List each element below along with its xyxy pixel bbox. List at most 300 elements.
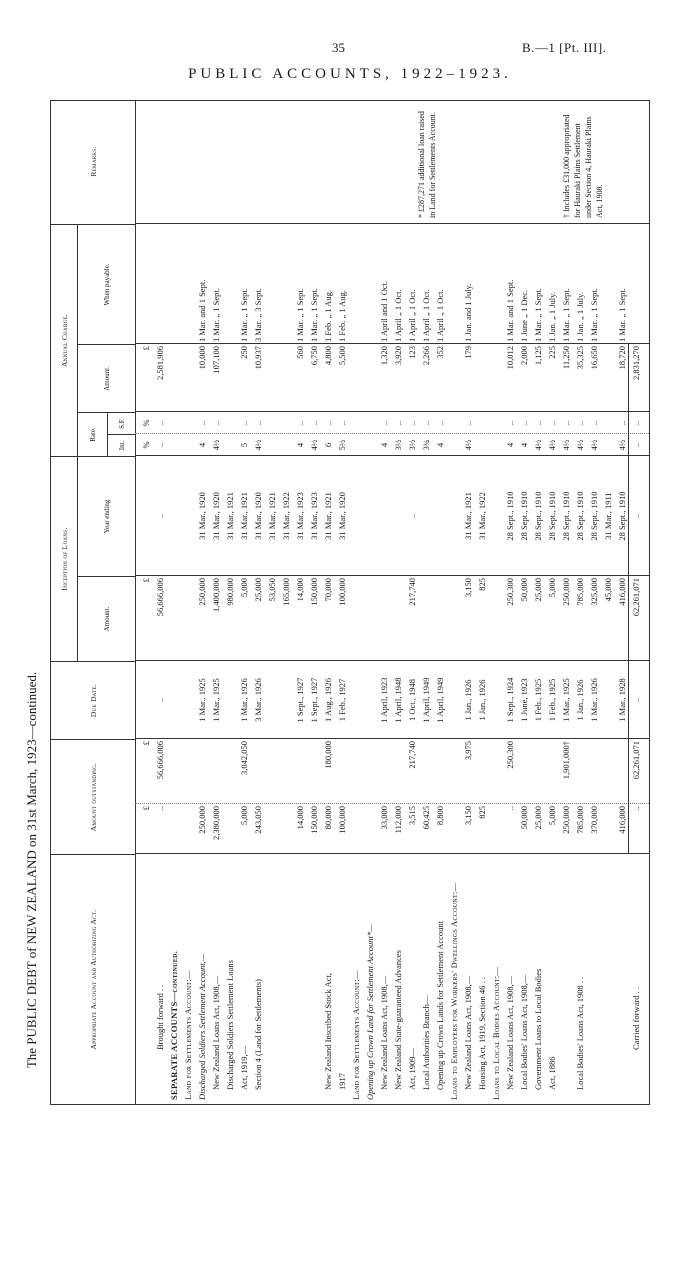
cell-year [181, 458, 195, 574]
cell-payable [489, 226, 503, 342]
col-due-date-header: Due Date. [51, 661, 135, 739]
cell-inc-amount: 217,740 [407, 578, 417, 606]
cell-year: 31 Mar., 1923 [309, 492, 319, 540]
cell-outstanding-a: .. [505, 806, 515, 811]
cell-year: 31 Mar., 1920 [211, 492, 221, 540]
cell-sf [447, 413, 461, 433]
cell-payable: 1 Mar. „ 1 Sept. [295, 288, 305, 342]
cell-sf: .. [631, 420, 641, 426]
cell-year: 28 Sept., 1910 [505, 491, 515, 541]
cell-payable: 1 Mar. „ 1 Sept. [211, 288, 221, 342]
table-row [237, 101, 251, 1104]
cell-inc-amount: 25,000 [533, 578, 543, 602]
cell-sf: .. [393, 420, 403, 426]
cell-outstanding-b: 3,975 [463, 741, 473, 761]
table-row [223, 101, 237, 1104]
cell-int: 3½ [393, 439, 403, 451]
cell-sf: .. [519, 420, 529, 426]
table-row [629, 101, 643, 1104]
cell-amount: 2,266 [421, 346, 431, 366]
table-row [587, 101, 601, 1104]
cell-outstanding-a [601, 806, 615, 852]
cell-int: 4 [379, 442, 389, 448]
table-row [293, 101, 307, 1104]
cell-payable [363, 226, 377, 342]
cell-payable [265, 226, 279, 342]
cell-amount: 352 [435, 346, 445, 359]
cell-due: 1 Aug., 1926 [323, 678, 333, 722]
cell-payable [167, 226, 181, 342]
cell-int: 3½ [407, 439, 417, 451]
cell-inc-amount [181, 578, 195, 659]
cell-outstanding-a: 3,515 [407, 806, 417, 826]
cell-int [601, 435, 615, 455]
debt-table-wrapper [50, 100, 650, 1105]
cell-act: Act, 1886 [547, 1056, 557, 1090]
cell-act: Act, 1919,— [239, 1045, 249, 1090]
cell-amount [349, 346, 363, 410]
table-row [335, 101, 349, 1104]
cell-sf [363, 413, 377, 433]
cell-inc-amount: 5,000 [239, 578, 249, 598]
cell-act: New Zealand Loans Act, 1908,— [463, 975, 473, 1090]
cell-sf: .. [379, 420, 389, 426]
cell-inc-amount: 25,000 [253, 578, 263, 602]
cell-int [167, 435, 181, 455]
cell-outstanding-b [489, 741, 503, 802]
cell-amount: 2,581,906 [155, 346, 165, 380]
cell-amount: 2,831,270 [631, 346, 641, 380]
cell-amount: 1,125 [533, 346, 543, 366]
cell-outstanding-a [223, 806, 237, 852]
cell-int [447, 435, 461, 455]
cell-sf: .. [505, 420, 515, 426]
cell-int: 5½ [337, 439, 347, 451]
cell-year: 31 Mar., 1920 [337, 492, 347, 540]
cell-outstanding-b [601, 741, 615, 802]
cell-due: 1 Mar., 1925 [197, 678, 207, 722]
cell-amount: 5,500 [337, 346, 347, 366]
cell-amount: 10,012 [505, 346, 515, 370]
cell-amount: 11,250 [561, 346, 571, 370]
col-rate-sf-header: S.F. [107, 412, 135, 434]
cell-inc-amount: 150,000 [309, 578, 319, 606]
cell-outstanding-a: 112,000 [393, 806, 403, 834]
col-annual-charge-header: Annual Charge. [51, 224, 77, 456]
cell-payable: 1 Jan. and 1 July. [463, 283, 473, 342]
table-row [601, 101, 615, 1104]
running-title: PUBLIC ACCOUNTS, 1922–1923. [188, 66, 512, 82]
cell-payable: 1 Feb. „ 1 Aug. [337, 290, 347, 342]
cell-act: New Zealand Inscribed Stock Act, [323, 973, 333, 1090]
cell-year: .. [407, 513, 417, 519]
cell-outstanding-a: 14,000 [295, 806, 305, 830]
cell-sf: .. [407, 420, 417, 426]
cell-int: 4½ [589, 439, 599, 451]
cell-outstanding-a [447, 806, 461, 852]
cell-int: 4 [197, 442, 207, 448]
table-row [391, 101, 405, 1104]
public-debt-table [50, 100, 650, 1105]
cell-due: 1 Feb., 1925 [547, 678, 557, 722]
cell-sf: .. [323, 420, 333, 426]
cell-inc-amount: 3,150 [463, 578, 473, 598]
cell-payable: 1 Mar. and 1 Sept. [505, 279, 515, 342]
cell-amount [447, 346, 461, 410]
cell-act: New Zealand Loans Act, 1908,— [211, 975, 221, 1090]
table-row [461, 101, 475, 1104]
cell-amount [279, 346, 293, 410]
table-row [517, 101, 531, 1104]
col-remarks-header: Remarks. [88, 146, 98, 177]
cell-inc-amount: 53,050 [267, 578, 277, 602]
cell-outstanding-a: 150,000 [309, 806, 319, 834]
cell-outstanding-a [265, 806, 279, 852]
cell-amount: £ [141, 346, 151, 351]
cell-due: 1 April, 1923 [379, 677, 389, 723]
cell-payable [601, 226, 615, 342]
cell-int: 4½ [547, 439, 557, 451]
cell-due [265, 663, 279, 737]
cell-amount [475, 346, 489, 410]
cell-int [363, 435, 377, 455]
cell-act: Local Bodies' Loans Act, 1908,— [519, 974, 529, 1090]
cell-act: Opening up Crown Lands for Settlement Account [435, 920, 445, 1090]
table-row [531, 101, 545, 1104]
carried-forward-rule [628, 344, 629, 854]
cell-year: 31 Mar., 1921 [239, 492, 249, 540]
cell-year: 28 Sept., 1910 [519, 491, 529, 541]
cell-outstanding-b [391, 741, 405, 802]
cell-act [279, 856, 293, 1100]
cell-inc-amount [167, 578, 181, 659]
cell-amount [167, 346, 181, 410]
cell-outstanding-b: 217,740 [407, 741, 417, 769]
cell-sf: .. [239, 420, 249, 426]
cell-amount: 123 [407, 346, 417, 359]
cell-year [447, 458, 461, 574]
cell-due: 1 Sept., 1927 [309, 677, 319, 723]
cell-inc-amount: 45,000 [603, 578, 613, 602]
cell-sf: .. [197, 420, 207, 426]
cell-outstanding-b [223, 741, 237, 802]
cell-sf: .. [463, 420, 473, 426]
cell-amount: 560 [295, 346, 305, 359]
cell-due: 1 June, 1923 [519, 678, 529, 722]
cell-payable: 1 April „ 1 Oct. [435, 289, 445, 342]
cell-payable [475, 226, 489, 342]
cell-act: Local Bodies' Loans Act, 1908 . . [575, 976, 585, 1090]
cell-outstanding-b: £ [141, 741, 151, 746]
table-row [615, 101, 629, 1104]
table-title: The PUBLIC DEBT of NEW ZEALAND on 31st March, 1923—continued. [24, 671, 39, 1069]
cell-outstanding-b [475, 741, 489, 802]
cell-due: 1 Jan., 1926 [463, 679, 473, 721]
cell-payable: 1 Jan. „ 1 July. [547, 292, 557, 342]
cell-year [363, 458, 377, 574]
table-row [545, 101, 559, 1104]
col-inception-header: Inception of Loans. [51, 456, 77, 661]
cell-outstanding-a: 50,000 [519, 806, 529, 830]
table-row [167, 101, 181, 1104]
table-row [251, 101, 265, 1104]
cell-payable: 1 Mar. „ 1 Sept. [617, 288, 627, 342]
cell-amount: 225 [547, 346, 557, 359]
cell-act [307, 856, 321, 1100]
col-rate-int-header: Int. [107, 434, 135, 456]
cell-int: 3¾ [421, 439, 431, 451]
cell-act: Carried forward . . [631, 986, 641, 1050]
cell-year: 28 Sept., 1910 [617, 491, 627, 541]
cell-year: 31 Mar., 1921 [225, 492, 235, 540]
cell-int [265, 435, 279, 455]
cell-int: 4½ [575, 439, 585, 451]
cell-due: 1 Mar., 1928 [617, 678, 627, 722]
cell-amount [489, 346, 503, 410]
cell-year: 28 Sept., 1910 [547, 491, 557, 541]
cell-act: Section 4 (Land for Settlements) [253, 979, 263, 1090]
cell-payable: 1 April „ 1 Oct. [421, 289, 431, 342]
cell-act: Discharged Soldiers Settlement Account,— [197, 953, 207, 1100]
cell-year: 31 Mar., 1921 [463, 492, 473, 540]
cell-sf: .. [561, 420, 571, 426]
cell-amount: 35,325 [575, 346, 585, 370]
cell-int: 4½ [617, 439, 627, 451]
cell-sf: .. [155, 420, 165, 426]
col-act-header: Appropriate Account and Authorizing Act. [51, 854, 135, 1104]
cell-outstanding-a [167, 806, 181, 852]
cell-outstanding-a: 5,000 [547, 806, 557, 826]
cell-outstanding-a: 416,000 [617, 806, 627, 834]
cell-int [475, 435, 489, 455]
cell-due [447, 663, 461, 737]
cell-inc-amount: 165,000 [281, 578, 291, 606]
cell-inc-amount: 70,000 [323, 578, 333, 602]
cell-due: 1 Sept., 1927 [295, 677, 305, 723]
cell-outstanding-b: 180,000 [323, 741, 333, 769]
table-row [363, 101, 377, 1104]
cell-sf [167, 413, 181, 433]
cell-amount [601, 346, 615, 410]
cell-year: 31 Mar., 1920 [197, 492, 207, 540]
cell-year: 31 Mar., 1922 [281, 492, 291, 540]
cell-act: Loans to Local Bodies Account:— [491, 966, 501, 1100]
table-row [377, 101, 391, 1104]
cell-due [601, 663, 615, 737]
cell-outstanding-b [181, 741, 195, 802]
cell-int: 4 [505, 442, 515, 448]
cell-act [293, 856, 307, 1100]
cell-outstanding-a [349, 806, 363, 852]
cell-outstanding-a [489, 806, 503, 852]
cell-year: .. [155, 513, 165, 519]
cell-outstanding-b [531, 741, 545, 802]
cell-year [433, 458, 447, 574]
cell-sf [601, 413, 615, 433]
cell-payable: 1 Mar. and 1 Sept. [197, 279, 207, 342]
cell-sf [279, 413, 293, 433]
col-charge-amount-header: Amount. [77, 344, 135, 412]
cell-outstanding-a: 785,000 [575, 806, 585, 834]
cell-due: 1 Feb., 1925 [533, 678, 543, 722]
cell-year: 31 Mar., 1921 [323, 492, 333, 540]
cell-act [587, 856, 601, 1100]
cell-payable: 1 April „ 1 Oct. [393, 289, 403, 342]
cell-outstanding-a: 250,000 [197, 806, 207, 834]
cell-int: .. [631, 442, 641, 448]
cell-int: 5 [239, 442, 249, 448]
cell-inc-amount [377, 578, 391, 659]
cell-due [349, 663, 363, 737]
cell-int: 4 [519, 442, 529, 448]
cell-outstanding-b [573, 741, 587, 802]
cell-outstanding-a: 8,800 [435, 806, 445, 826]
cell-inc-amount: 980,000 [225, 578, 235, 606]
cell-year: 31 Mar., 1921 [267, 492, 277, 540]
cell-amount: 6,750 [309, 346, 319, 366]
cell-outstanding-a: 250,000 [561, 806, 571, 834]
cell-payable: 1 June „ 1 Dec. [519, 289, 529, 342]
cell-year: 28 Sept., 1910 [561, 491, 571, 541]
cell-int: 6 [323, 442, 333, 448]
cell-outstanding-a: 25,000 [533, 806, 543, 830]
document-reference: B.—1 [Pt. III]. [522, 40, 607, 55]
cell-payable [153, 226, 167, 342]
cell-int [349, 435, 363, 455]
cell-act: New Zealand Loans Act, 1908,— [505, 975, 515, 1090]
cell-due [181, 663, 195, 737]
cell-amount [181, 346, 195, 410]
table-row [139, 101, 153, 1104]
cell-inc-amount [363, 578, 377, 659]
cell-amount [265, 346, 279, 410]
cell-amount: 18,720 [617, 346, 627, 370]
cell-sf: .. [435, 420, 445, 426]
page-header [0, 0, 700, 110]
col-outstanding-header: Amount outstanding. [51, 739, 135, 854]
cell-act: Housing Act, 1919, Section 46 . . [477, 977, 487, 1090]
cell-outstanding-b [307, 741, 321, 802]
table-row [321, 101, 335, 1104]
table-row [153, 101, 167, 1104]
cell-int: 4½ [253, 439, 263, 451]
cell-amount: 2,000 [519, 346, 529, 366]
cell-year: 28 Sept., 1910 [533, 491, 543, 541]
cell-sf: .. [617, 420, 627, 426]
cell-outstanding-b [517, 741, 531, 802]
cell-int: 4 [295, 442, 305, 448]
cell-act: Brought forward . . [155, 984, 165, 1050]
cell-year [167, 458, 181, 574]
cell-int: 4½ [533, 439, 543, 451]
cell-inc-amount [391, 578, 405, 659]
cell-sf: .. [253, 420, 263, 426]
table-row [405, 101, 419, 1104]
cell-inc-amount: 14,000 [295, 578, 305, 602]
cell-sf: .. [309, 420, 319, 426]
cell-due: 1 Jan., 1926 [477, 679, 487, 721]
cell-year [489, 458, 503, 574]
cell-outstanding-a: 243,050 [253, 806, 263, 834]
table-row [573, 101, 587, 1104]
cell-int: 4½ [561, 439, 571, 451]
table-row [447, 101, 461, 1104]
cell-outstanding-a: .. [155, 806, 165, 811]
cell-due: 1 April, 1949 [421, 677, 431, 723]
col-year-ending-header: Year ending [77, 456, 135, 576]
cell-outstanding-a: £ [141, 806, 151, 811]
cell-inc-amount: 785,000 [575, 578, 585, 606]
cell-payable: 1 Mar. „ 1 Sept. [589, 288, 599, 342]
cell-due: 1 April, 1948 [393, 677, 403, 723]
cell-amount: 3,920 [393, 346, 403, 366]
cell-due [363, 663, 377, 737]
cell-inc-amount: 56,666,006 [155, 578, 165, 617]
cell-outstanding-b [265, 741, 279, 802]
cell-int: .. [155, 442, 165, 448]
cell-outstanding-b: 250,300 [505, 741, 515, 769]
cell-payable: 1 Feb. „ 1 Aug. [323, 290, 333, 342]
cell-act: Land for Settlements Account:— [351, 970, 361, 1100]
cell-amount: 10,000 [197, 346, 207, 370]
cell-int [489, 435, 503, 455]
cell-outstanding-b [433, 741, 447, 802]
cell-int [279, 435, 293, 455]
cell-sf: .. [589, 420, 599, 426]
cell-int: 4½ [309, 439, 319, 451]
cell-outstanding-b [447, 741, 461, 802]
cell-outstanding-b: 3,042,050 [239, 741, 249, 775]
cell-sf: % [141, 419, 151, 427]
cell-sf [181, 413, 195, 433]
cell-payable [629, 226, 643, 342]
cell-due: 1 Mar., 1925 [211, 678, 221, 722]
cell-outstanding-a: 100,000 [337, 806, 347, 834]
cell-act: Loans to Employers for Workers' Dwellings Account:— [449, 882, 459, 1100]
cell-amount: 16,650 [589, 346, 599, 370]
cell-payable: 1 Mar. „ 1 Sept. [561, 288, 571, 342]
cell-outstanding-a: 5,000 [239, 806, 249, 826]
table-row [419, 101, 433, 1104]
cell-due: 1 Jan., 1926 [575, 679, 585, 721]
table-row [433, 101, 447, 1104]
cell-inc-amount: 100,000 [337, 578, 347, 606]
cell-outstanding-b [545, 741, 559, 802]
cell-outstanding-a: 80,000 [323, 806, 333, 830]
cell-due: 1 Sept., 1924 [505, 677, 515, 723]
col-when-payable-header: When payable. [77, 224, 135, 344]
cell-sf: .. [547, 420, 557, 426]
cell-year: 31 Mar., 1911 [603, 492, 613, 540]
cell-sf: .. [295, 420, 305, 426]
cell-payable: 3 Mar. „ 3 Sept. [253, 288, 263, 342]
cell-payable [181, 226, 195, 342]
cell-due: 1 Oct., 1948 [407, 678, 417, 722]
cell-amount: 107,100 [211, 346, 221, 374]
cell-due: .. [631, 697, 641, 703]
cell-inc-amount: 825 [477, 578, 487, 591]
cell-act: New Zealand Loans Act, 1908,— [379, 975, 389, 1090]
cell-int: 4 [435, 442, 445, 448]
cell-outstanding-b [279, 741, 293, 802]
cell-inc-amount [447, 578, 461, 659]
cell-sf: .. [533, 420, 543, 426]
cell-year: 31 Mar., 1922 [477, 492, 487, 540]
cell-act [559, 856, 573, 1100]
cell-outstanding-b [363, 741, 377, 802]
cell-outstanding-b: 62,261,071 [631, 741, 641, 780]
cell-payable: 1 Mar. „ 1 Sept. [239, 288, 249, 342]
